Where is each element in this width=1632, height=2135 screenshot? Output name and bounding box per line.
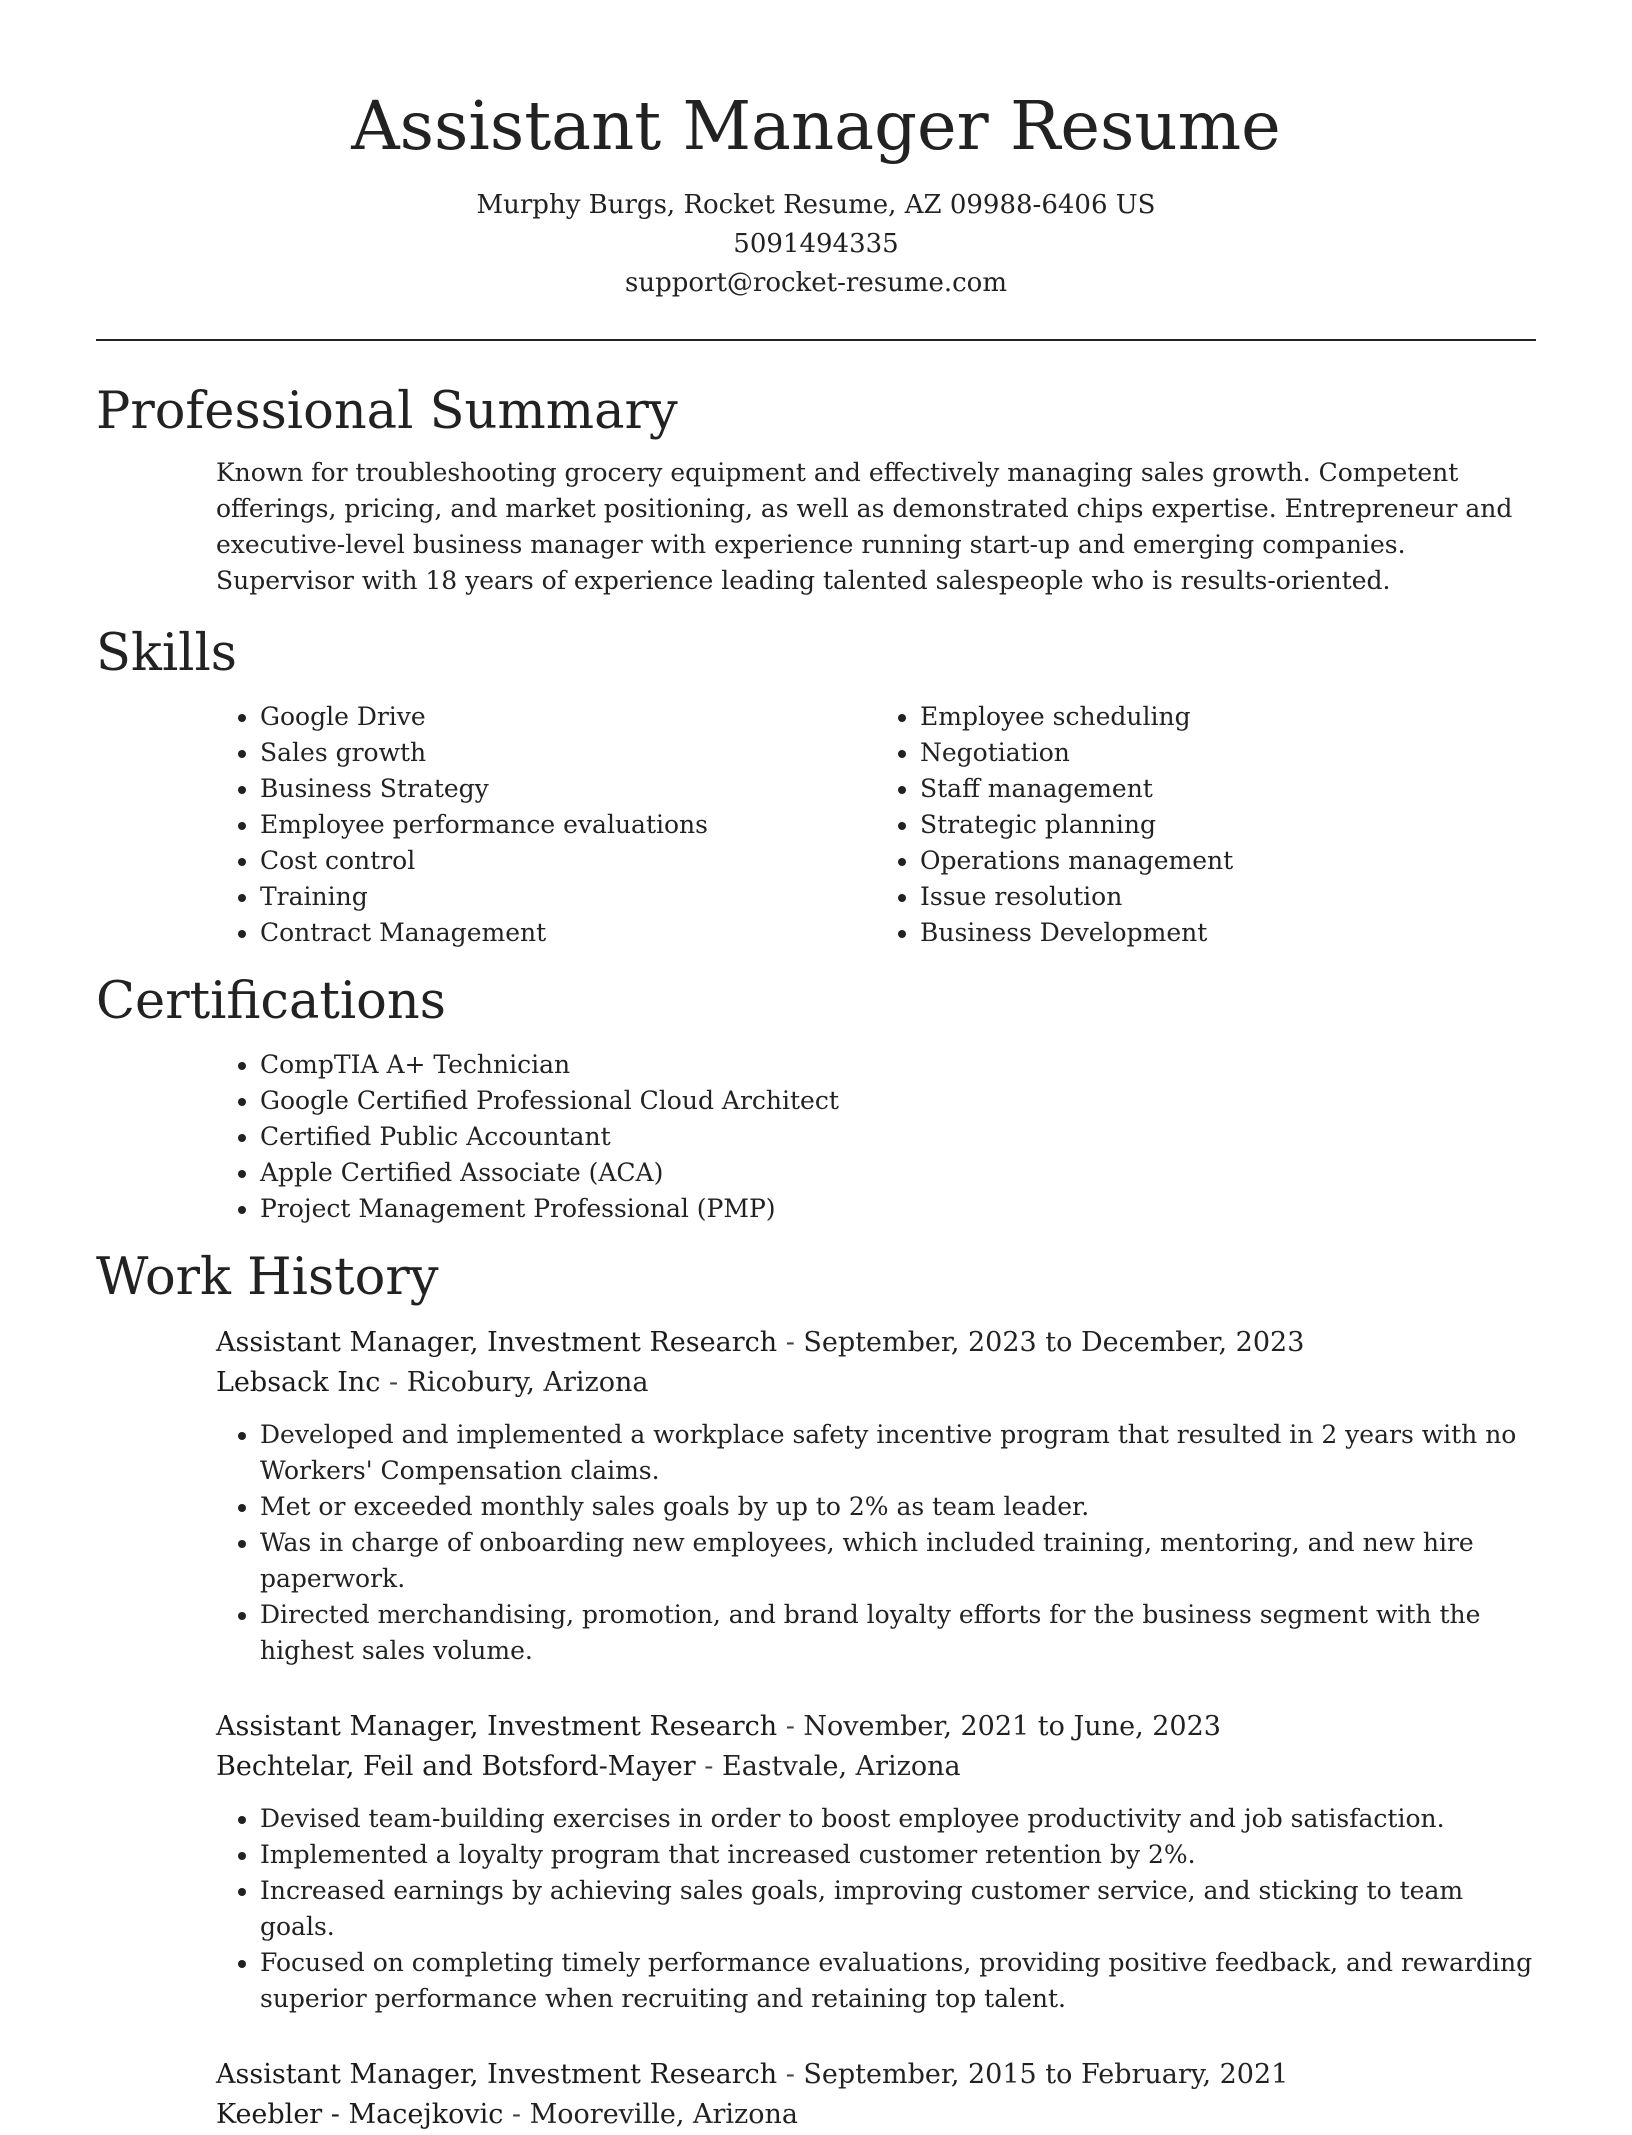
separator: - [503,2099,530,2130]
skill-item: • Employee performance evaluations [260,807,876,843]
job-company: Bechtelar, Feil and Botsford-Mayer [216,1751,696,1782]
contact-email: support@rocket-resume.com [624,268,1007,298]
work-history-section [96,1247,1536,2135]
skill-item: • Issue resolution [920,879,1536,915]
job-title: Assistant Manager, Investment Research [216,1711,778,1742]
separator: - [777,2059,804,2090]
job-title-line [216,2055,1536,2095]
job-bullet: • Directed merchandising, promotion, and brand loyalty efforts for the business segment with the highest sales volume. [260,1597,1536,1669]
contact-address: Murphy Burgs, Rocket Resume, AZ 09988-6406 US [476,190,1156,220]
certifications-list [216,1047,1536,1227]
job-company: Keebler - Macejkovic [216,2099,504,2130]
job-location: Mooreville, Arizona [529,2099,798,2130]
certification-item: • Project Management Professional (PMP) [260,1191,1536,1227]
skill-item: • Negotiation [920,735,1536,771]
job-bullet: • Increased earnings by achieving sales goals, improving customer service, and sticking to team goals. [260,1873,1536,1945]
job-company-line [216,1747,1536,1787]
job-bullet: • Implemented a loyalty program that increased customer retention by 2%. [260,1837,1536,1873]
job-company-line [216,2095,1536,2135]
skill-item: • Employee scheduling [920,699,1536,735]
job-bullet: • Was in charge of onboarding new employees, which included training, mentoring, and new hire paperwork. [260,1525,1536,1597]
certification-item: • Apple Certified Associate (ACA) [260,1155,1536,1191]
skill-item: • Operations management [920,843,1536,879]
job-title-line [216,1323,1536,1363]
skills-list-left [216,699,876,951]
skill-item: • Training [260,879,876,915]
job-entry [96,2055,1536,2135]
job-dates: November, 2021 to June, 2023 [803,1711,1221,1742]
separator: - [777,1327,804,1358]
skill-item: • Google Drive [260,699,876,735]
professional-summary-section [96,381,1536,599]
skill-item: • Contract Management [260,915,876,951]
job-location: Eastvale, Arizona [721,1751,961,1782]
header-divider [96,339,1536,341]
summary-heading: Professional Summary [96,382,678,441]
job-bullets [216,1417,1536,1669]
contact-phone: 5091494335 [733,229,899,259]
skill-item: • Business Strategy [260,771,876,807]
skill-item: • Staff management [920,771,1536,807]
job-title-line [216,1707,1536,1747]
job-company: Lebsack Inc [216,1367,381,1398]
job-company-line [216,1363,1536,1403]
summary-text: Known for troubleshooting grocery equipment and effectively managing sales growth. Competent offerings, pricing, and market positioning, as well as demonstrated chips expertise. Entrepreneur and executive-level business manager with experience running start-up and emerging companies. Supervisor with 18 years of experience leading talented salespeople who is results-oriented. [216,458,1513,595]
job-title: Assistant Manager, Investment Research [216,1327,778,1358]
job-bullet: • Devised team-building exercises in order to boost employee productivity and job satisfaction. [260,1801,1536,1837]
job-bullet: • Met or exceeded monthly sales goals by up to 2% as team leader. [260,1489,1536,1525]
skill-item: • Sales growth [260,735,876,771]
skill-item: • Cost control [260,843,876,879]
skill-item: • Business Development [920,915,1536,951]
separator: - [695,1751,722,1782]
job-title: Assistant Manager, Investment Research [216,2059,778,2090]
separator: - [777,1711,804,1742]
job-location: Ricobury, Arizona [406,1367,649,1398]
job-dates: September, 2015 to February, 2021 [803,2059,1289,2090]
job-bullet: • Focused on completing timely performance evaluations, providing positive feedback, and rewarding superior performance when recruiting and retaining top talent. [260,1945,1536,2017]
certification-item: • Certified Public Accountant [260,1119,1536,1155]
job-dates: September, 2023 to December, 2023 [803,1327,1305,1358]
certification-item: • CompTIA A+ Technician [260,1047,1536,1083]
job-entry [96,1707,1536,2017]
job-bullets [216,1801,1536,2017]
separator: - [380,1367,407,1398]
skills-section [96,623,1536,971]
resume-title: Assistant Manager Resume [351,87,1281,165]
skills-heading: Skills [96,624,237,683]
work-history-heading: Work History [96,1248,439,1307]
job-bullet: • Developed and implemented a workplace safety incentive program that resulted in 2 years with no Workers' Compensation claims. [260,1417,1536,1489]
resume-header [96,0,1536,303]
skill-item: • Strategic planning [920,807,1536,843]
certifications-section [96,971,1536,1227]
certification-item: • Google Certified Professional Cloud Architect [260,1083,1536,1119]
job-entry [96,1323,1536,1669]
certifications-heading: Certifications [96,972,446,1031]
skills-list-right [876,699,1536,951]
